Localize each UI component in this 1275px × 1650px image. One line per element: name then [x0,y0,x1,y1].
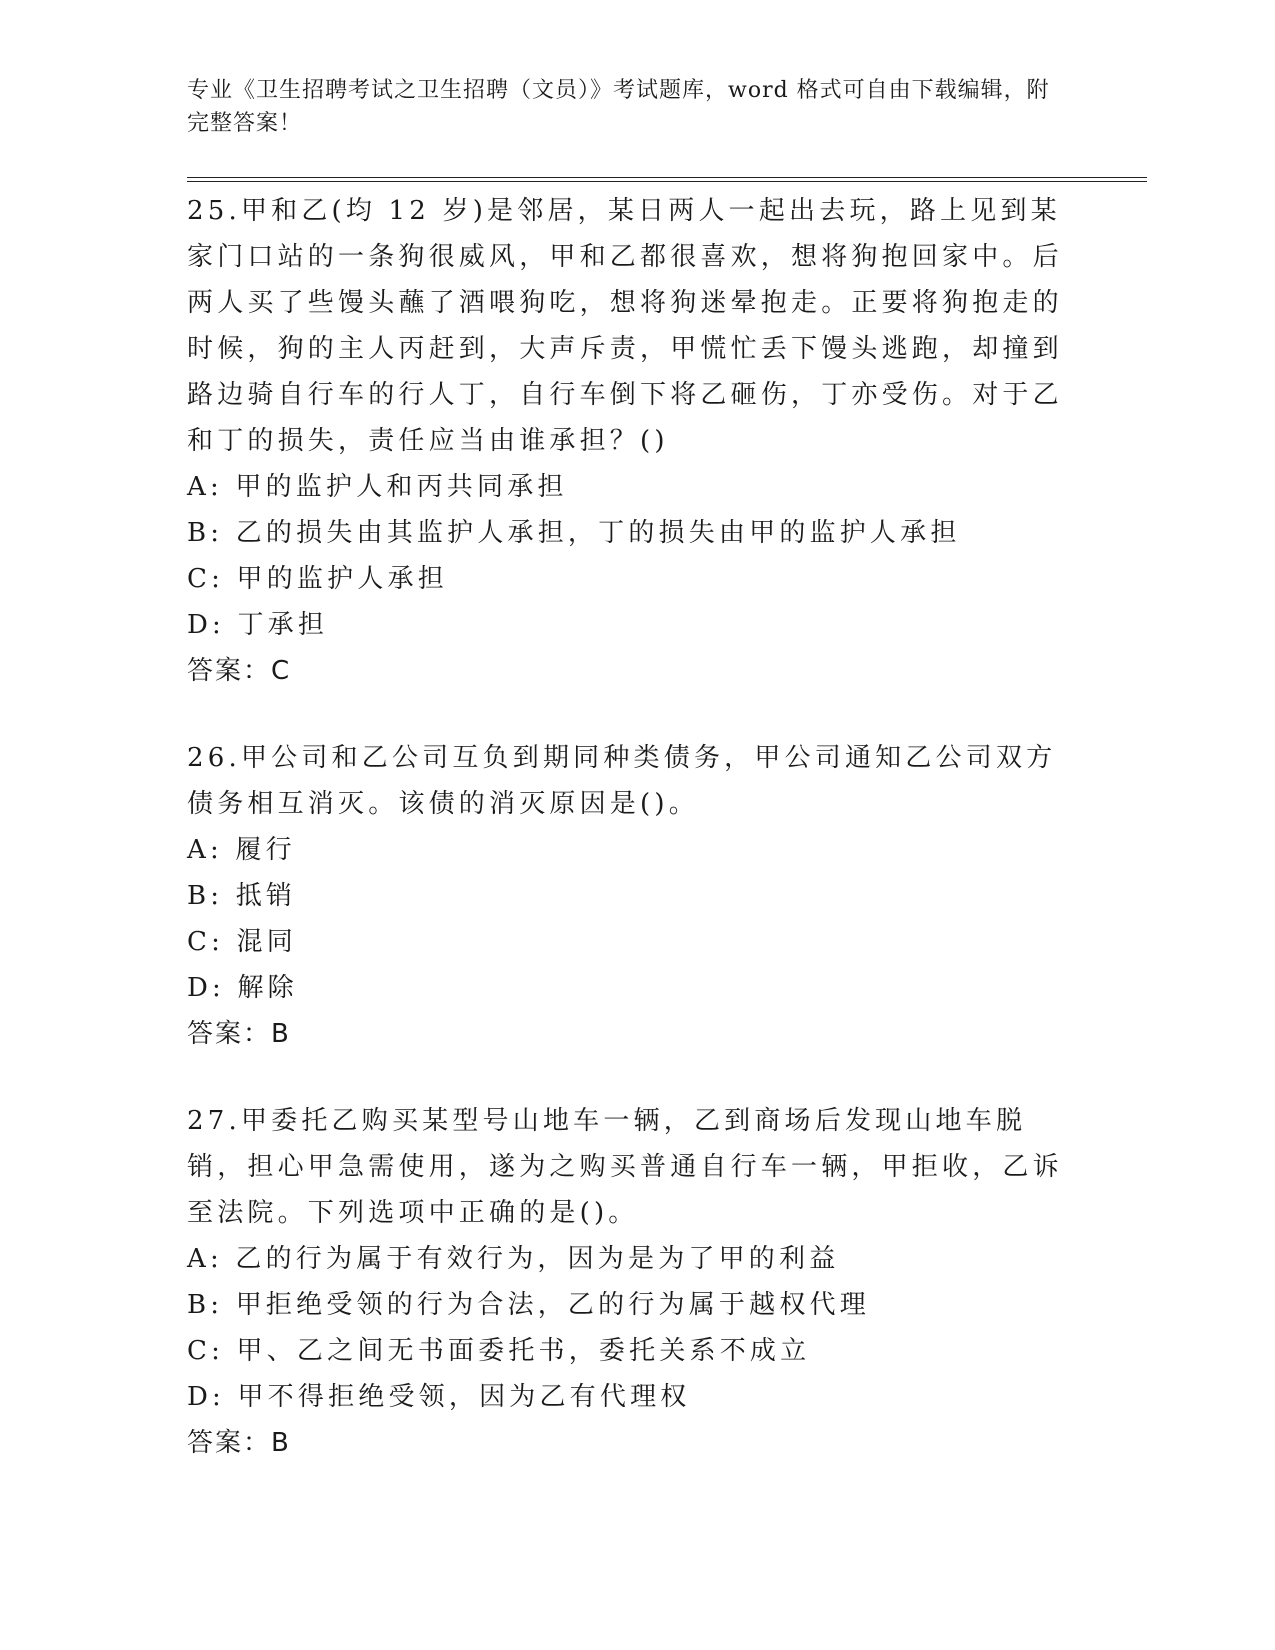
option-b: B: 乙的损失由其监护人承担，丁的损失由甲的监护人承担 [187,518,961,548]
option-d: D: 解除 [187,973,298,1003]
option-b: B: 抵销 [187,881,297,911]
question-26 [187,735,1067,1057]
option-a: A: 履行 [187,835,296,865]
answer-label: 答案：B [187,1019,291,1049]
option-c: C: 甲、乙之间无书面委托书，委托关系不成立 [187,1336,811,1366]
option-a: A: 甲的监护人和丙共同承担 [187,472,568,502]
question-27 [187,1098,1067,1466]
question-stem: 27.甲委托乙购买某型号山地车一辆，乙到商场后发现山地车脱销，担心甲急需使用，遂为之购买普通自行车一辆，甲拒收，乙诉至法院。下列选项中正确的是()。 [187,1106,1063,1228]
header-divider-top [187,177,1147,178]
document-header: 专业《卫生招聘考试之卫生招聘（文员）》考试题库，word 格式可自由下载编辑，附完整答案！ [187,78,1050,136]
answer-label: 答案：C [187,656,292,686]
option-d: D: 丁承担 [187,610,329,640]
question-stem: 25.甲和乙(均 12 岁)是邻居，某日两人一起出去玩，路上见到某家门口站的一条狗很威风，甲和乙都很喜欢，想将狗抱回家中。后两人买了些馒头蘸了酒喂狗吃，想将狗迷晕抱走。正要将狗抱走的时候，狗的主人丙赶到，大声斥责，甲慌忙丢下馒头逃跑，却撞到路边骑自行车的行人丁，自行车倒下将乙砸伤，丁亦受伤。对于乙和丁的损失，责任应当由谁承担？() [187,196,1063,456]
question-25 [187,188,1067,694]
option-c: C: 混同 [187,927,297,957]
header-divider-bottom [187,181,1147,182]
question-stem: 26.甲公司和乙公司互负到期同种类债务，甲公司通知乙公司双方债务相互消灭。该债的消灭原因是()。 [187,743,1057,819]
option-b: B: 甲拒绝受领的行为合法，乙的行为属于越权代理 [187,1290,870,1320]
option-c: C: 甲的监护人承担 [187,564,448,594]
option-a: A: 乙的行为属于有效行为，因为是为了甲的利益 [187,1244,840,1274]
option-d: D: 甲不得拒绝受领，因为乙有代理权 [187,1382,691,1412]
answer-label: 答案：B [187,1428,291,1458]
